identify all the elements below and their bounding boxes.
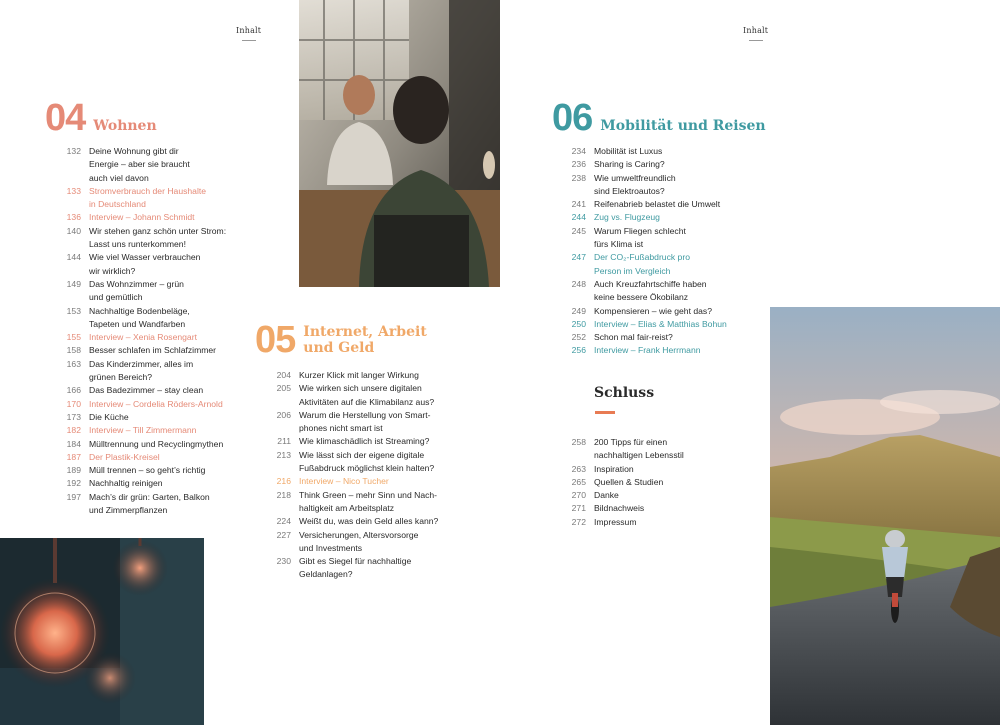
toc-page-number: 197 [66, 491, 81, 502]
toc-entry-title: Interview – Xenia Rosengart [89, 332, 197, 343]
toc-page-number: 149 [66, 278, 81, 289]
toc-page-number: 241 [571, 199, 586, 210]
toc-page-number: 192 [66, 478, 81, 489]
toc-entry [560, 211, 770, 224]
toc-entry-title: Think Green – mehr Sinn und Nach- haltigkeit am Arbeitsplatz [299, 489, 438, 513]
toc-entry-title: Warum die Herstellung von Smart- phones nicht smart ist [299, 409, 431, 434]
toc-page-number: 230 [276, 556, 291, 567]
toc-entry [560, 318, 770, 331]
office-photo [299, 0, 500, 287]
toc-page-number: 238 [571, 172, 586, 183]
toc-page-number: 163 [66, 358, 81, 369]
toc-page-number: 173 [66, 411, 81, 422]
section-05-heading [255, 319, 427, 361]
toc-entry [560, 436, 770, 463]
toc-entry [265, 529, 495, 556]
toc-entry-title: Mach’s dir grün: Garten, Balkon und Zimmerpflanzen [89, 491, 210, 516]
toc-entry [560, 305, 770, 318]
toc-entry-title: Wie lässt sich der eigene digitale Fußabdruck möglichst klein halten? [299, 449, 435, 474]
toc-entry-title: Mobilität ist Luxus [594, 146, 663, 156]
toc-page-number: 213 [276, 449, 291, 460]
toc-page-number: 249 [571, 305, 586, 316]
toc-page-number: 224 [276, 516, 291, 527]
toc-entry-title: Interview – Nico Tucher [299, 476, 389, 487]
toc-entry [560, 225, 770, 252]
toc-entry-title: Wir stehen ganz schön unter Strom: Lasst uns runterkommen! [89, 225, 227, 250]
toc-entry-title: Nachhaltige Bodenbeläge, Tapeten und Wandfarben [89, 305, 190, 329]
toc-entry-title: Danke [594, 490, 619, 501]
toc-entry-title: Interview – Johann Schmidt [89, 212, 195, 223]
toc-entry-title: Deine Wohnung gibt dir Energie – aber sie braucht auch viel davon [89, 146, 190, 183]
toc-entry [55, 384, 255, 397]
toc-page-number: 252 [571, 332, 586, 343]
cyclist-photo [770, 307, 1000, 725]
toc-entry-title: Kompensieren – wie geht das? [594, 305, 713, 316]
toc-entry-title: Interview – Frank Herrmann [594, 345, 701, 356]
schluss-title: Schluss [594, 385, 655, 401]
toc-entry [265, 555, 495, 582]
toc-entry [55, 358, 255, 385]
toc-page-number: 265 [571, 476, 586, 487]
lightbulb-photo [0, 538, 204, 725]
toc-page-number: 170 [66, 398, 81, 409]
toc-page-number: 182 [66, 425, 81, 436]
toc-page-number: 136 [66, 212, 81, 223]
toc-page-number: 271 [571, 503, 586, 514]
toc-entry [55, 185, 255, 212]
toc-entry [55, 411, 255, 424]
toc-entry [560, 344, 770, 357]
toc-page-number: 227 [276, 529, 291, 540]
toc-page-number: 218 [276, 489, 291, 500]
toc-entry [55, 424, 255, 437]
toc-entry-title: Besser schlafen im Schlafzimmer [89, 345, 217, 356]
toc-entry [55, 251, 255, 278]
toc-entry-title: Die Küche [89, 411, 129, 422]
toc-page-number: 184 [66, 438, 81, 449]
toc-page-number: 158 [66, 345, 81, 356]
schluss-accent-bar [595, 411, 615, 414]
section-05-number: 05 [255, 319, 296, 361]
toc-entry-title: Kurzer Klick mit langer Wirkung [299, 370, 419, 380]
toc-page-number: 155 [66, 332, 81, 343]
toc-entry [55, 145, 255, 185]
section-06-heading [552, 97, 766, 139]
toc-entry-title: Inspiration [594, 463, 634, 474]
toc-entry [55, 464, 255, 477]
toc-entry [55, 491, 255, 518]
toc-entry-title: Interview – Till Zimmermann [89, 425, 197, 436]
toc-entry [55, 398, 255, 411]
toc-page-number: 258 [571, 437, 586, 447]
toc-entry [265, 515, 495, 528]
section-06-title: Mobilität und Reisen [600, 118, 766, 134]
toc-page-number: 272 [571, 516, 586, 527]
toc-entry [560, 489, 770, 502]
right-page [500, 0, 1000, 725]
toc-entry [55, 305, 255, 332]
toc-entry [55, 344, 255, 357]
toc-entry [55, 278, 255, 305]
toc-entry-title: Stromverbrauch der Haushalte in Deutschland [89, 185, 207, 210]
toc-entry-title: Auch Kreuzfahrtschiffe haben keine bessere Ökobilanz [594, 278, 707, 303]
toc-entry-title: 200 Tipps für einen nachhaltigen Lebensstil [594, 437, 684, 461]
toc-entry-title: Quellen & Studien [594, 476, 664, 487]
toc-entry-title: Das Badezimmer – stay clean [89, 385, 204, 396]
toc-entry-title: Impressum [594, 516, 637, 527]
toc-entry [560, 331, 770, 344]
toc-entry-title: Wie wirken sich unsere digitalen Aktivitäten auf die Klimabilanz aus? [299, 383, 435, 407]
toc-entry [560, 198, 770, 211]
toc-page-number: 244 [571, 212, 586, 223]
toc-entry [265, 435, 495, 448]
section-04-heading [45, 97, 157, 139]
toc-page-number: 133 [66, 185, 81, 196]
toc-page-number: 216 [276, 476, 291, 487]
toc-entry [55, 225, 255, 252]
toc-page-number: 236 [571, 159, 586, 170]
section-04-toc [55, 145, 255, 517]
toc-page-number: 248 [571, 278, 586, 289]
toc-page-number: 263 [571, 463, 586, 474]
toc-entry [560, 158, 770, 171]
toc-entry [265, 409, 495, 436]
toc-page-number: 256 [571, 345, 586, 356]
toc-entry-title: Nachhaltig reinigen [89, 478, 163, 489]
toc-entry-title: Sharing is Caring? [594, 159, 665, 170]
toc-entry [265, 475, 495, 488]
toc-page-number: 206 [276, 409, 291, 420]
toc-entry-title: Zug vs. Flugzeug [594, 212, 660, 223]
toc-entry-title: Gibt es Siegel für nachhaltige Geldanlagen? [299, 556, 412, 580]
section-06-toc [560, 145, 770, 358]
toc-entry [55, 451, 255, 464]
toc-entry [265, 369, 495, 382]
toc-page-number: 270 [571, 490, 586, 501]
toc-entry [560, 278, 770, 305]
toc-page-number: 189 [66, 465, 81, 476]
toc-entry-title: Das Kinderzimmer, alles im grünen Bereich? [89, 358, 194, 383]
section-05-toc [265, 369, 495, 582]
toc-page-number: 187 [66, 451, 81, 462]
running-head-right: Inhalt [743, 26, 768, 41]
toc-entry-title: Das Wohnzimmer – grün und gemütlich [89, 278, 184, 303]
toc-entry-title: Versicherungen, Altersvorsorge und Investments [299, 529, 419, 553]
toc-entry-title: Wie klimaschädlich ist Streaming? [299, 436, 430, 447]
running-head-left: Inhalt [236, 26, 261, 41]
toc-page-number: 204 [276, 370, 291, 380]
section-04-title: Wohnen [93, 118, 157, 134]
toc-entry [560, 516, 770, 529]
toc-entry [55, 211, 255, 224]
toc-page-number: 211 [277, 436, 291, 447]
toc-entry-title: Interview – Cordelia Röders-Arnold [89, 398, 223, 409]
toc-page-number: 250 [571, 318, 586, 329]
section-05-title: Internet, Arbeit und Geld [303, 324, 427, 356]
toc-entry [55, 331, 255, 344]
toc-entry [560, 145, 770, 158]
toc-entry [560, 463, 770, 476]
toc-page-number: 132 [66, 146, 81, 156]
toc-entry-title: Warum Fliegen schlecht fürs Klima ist [594, 225, 686, 250]
toc-entry [55, 438, 255, 451]
toc-entry [265, 449, 495, 476]
toc-page-number: 234 [571, 146, 586, 156]
toc-entry [265, 382, 495, 409]
toc-page-number: 247 [571, 252, 586, 263]
toc-entry-title: Der CO₂-Fußabdruck pro Person im Vergleich [594, 252, 690, 276]
toc-page-number: 153 [66, 305, 81, 316]
toc-entry [560, 502, 770, 515]
toc-entry-title: Müll trennen – so geht’s richtig [89, 465, 206, 476]
toc-entry [560, 251, 770, 278]
toc-entry-title: Bildnachweis [594, 503, 645, 514]
schluss-toc [560, 436, 770, 529]
toc-page-number: 166 [66, 385, 81, 396]
toc-entry-title: Interview – Elias & Matthias Bohun [594, 318, 727, 329]
toc-entry-title: Reifenabrieb belastet die Umwelt [594, 199, 721, 210]
toc-entry-title: Schon mal fair-reist? [594, 332, 673, 343]
toc-entry-title: Der Plastik-Kreisel [89, 451, 160, 462]
toc-entry [560, 476, 770, 489]
toc-entry-title: Weißt du, was dein Geld alles kann? [299, 516, 439, 527]
toc-page-number: 205 [276, 383, 291, 394]
toc-entry-title: Wie umweltfreundlich sind Elektroautos? [594, 172, 676, 196]
section-06-number: 06 [552, 97, 593, 139]
toc-page-number: 245 [571, 225, 586, 236]
toc-entry-title: Mülltrennung und Recyclingmythen [89, 438, 224, 449]
toc-page-number: 140 [66, 225, 81, 236]
toc-page-number: 144 [66, 252, 81, 263]
toc-entry [55, 477, 255, 490]
toc-entry-title: Wie viel Wasser verbrauchen wir wirklich? [89, 252, 201, 276]
section-04-number: 04 [45, 97, 86, 139]
toc-entry [560, 172, 770, 199]
toc-entry [265, 489, 495, 516]
